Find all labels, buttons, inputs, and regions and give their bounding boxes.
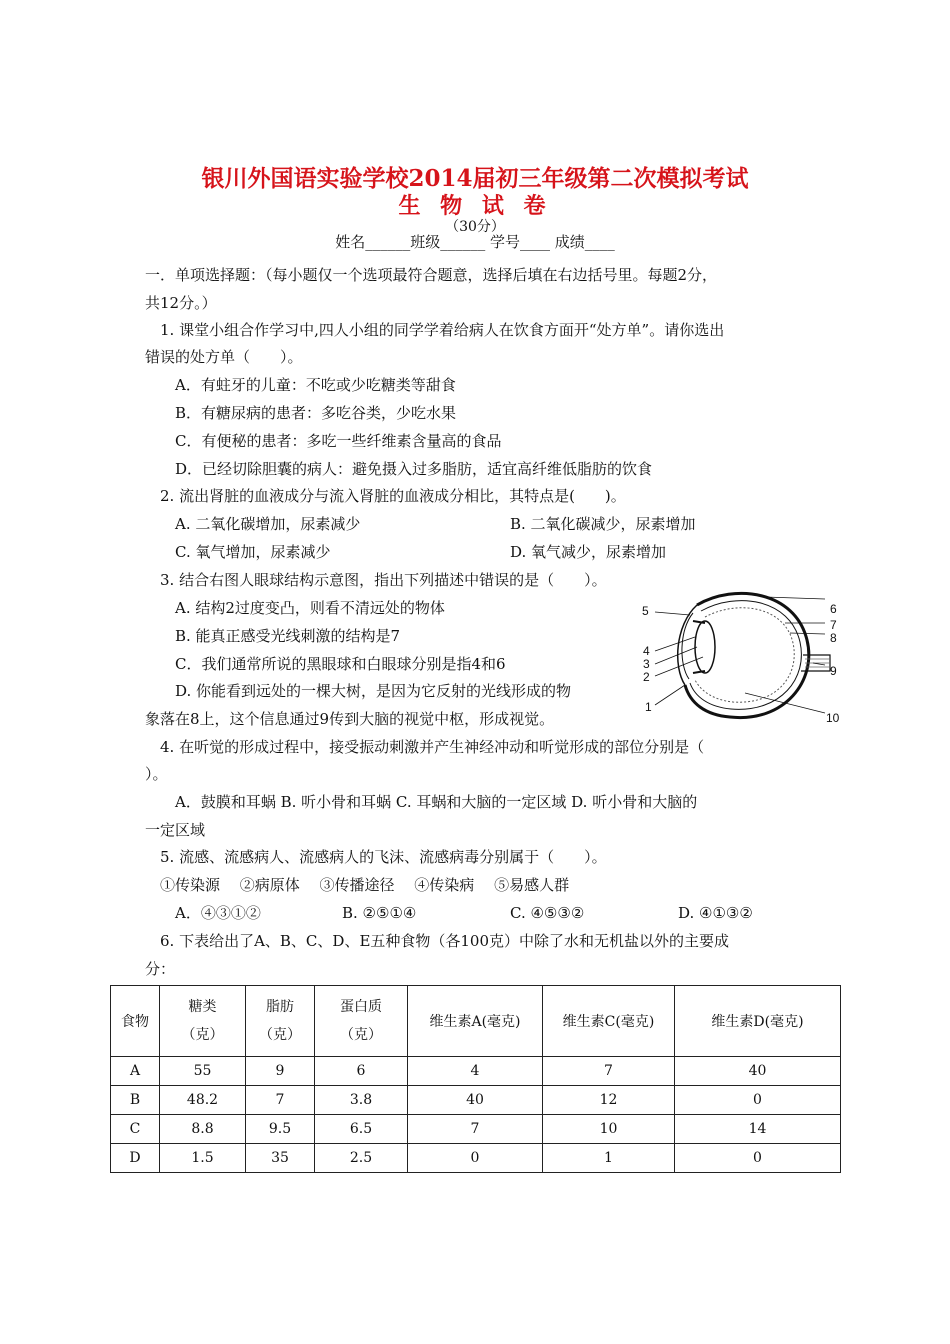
header-sugar-unit: （克） xyxy=(181,1027,224,1043)
table-cell: 3.8 xyxy=(315,1086,408,1115)
q6-stem: 6. 下表给出了A、B、C、D、E五种食物（各100克）中除了水和无机盐以外的主要成 xyxy=(160,932,730,950)
q5-option-c: C. ④⑤③② xyxy=(510,904,585,922)
table-cell: 7 xyxy=(246,1086,315,1115)
eye-label-5: 5 xyxy=(642,604,649,618)
header-food xyxy=(111,986,160,1057)
header-vitamin-d xyxy=(675,986,841,1057)
table-cell: 7 xyxy=(408,1115,543,1144)
q4-options-cont: 一定区域 xyxy=(145,821,206,839)
q3-option-a: A. 结构2过度变凸，则看不清远处的物体 xyxy=(175,599,445,617)
eye-diagram xyxy=(635,585,845,730)
table-cell: 40 xyxy=(675,1057,841,1086)
header-protein xyxy=(315,986,408,1057)
eye-label-2: 2 xyxy=(643,670,650,684)
header-vitamin-a-label: 维生素A(毫克) xyxy=(429,1014,521,1030)
eye-label-1: 1 xyxy=(645,700,652,714)
q5-option-a: A．④③①② xyxy=(175,904,261,922)
food-nutrient-table xyxy=(110,985,841,1173)
table-cell: 14 xyxy=(675,1115,841,1144)
table-cell: 1 xyxy=(543,1144,675,1173)
q3-stem: 3. 结合右图人眼球结构示意图，指出下列描述中错误的是（ ）。 xyxy=(160,571,607,589)
table-cell: C xyxy=(111,1115,160,1144)
section-intro: 一．单项选择题：（每小题仅一个选项最符合题意，选择后填在右边括号里。每题2分， xyxy=(145,266,718,284)
eye-label-4: 4 xyxy=(643,644,650,658)
table-row xyxy=(111,1144,841,1173)
q2-stem: 2. 流出肾脏的血液成分与流入肾脏的血液成分相比，其特点是( )。 xyxy=(160,487,626,505)
table-cell: 10 xyxy=(543,1115,675,1144)
table-cell: 1.5 xyxy=(160,1144,246,1173)
table-row xyxy=(111,1086,841,1115)
q4-stem-cont: ）。 xyxy=(145,765,168,783)
q4-options: A．鼓膜和耳蜗 B. 听小骨和耳蜗 C. 耳蜗和大脑的一定区域 D. 听小骨和大脑的 xyxy=(175,793,698,811)
q1-stem-cont: 错误的处方单（ ）。 xyxy=(145,348,303,366)
table-cell: 0 xyxy=(675,1086,841,1115)
table-cell: 12 xyxy=(543,1086,675,1115)
header-vitamin-d-label: 维生素D(毫克) xyxy=(711,1014,804,1030)
q5-items: ①传染源 ②病原体 ③传播途径 ④传染病 ⑤易感人群 xyxy=(160,876,570,894)
eye-label-10: 10 xyxy=(826,711,840,725)
table-cell: 48.2 xyxy=(160,1086,246,1115)
q1-option-a: A．有蛀牙的儿童：不吃或少吃糖类等甜食 xyxy=(175,376,456,394)
q3-option-d: D. 你能看到远处的一棵大树，是因为它反射的光线形成的物 xyxy=(175,682,572,700)
header-fat-unit: （克） xyxy=(259,1027,301,1043)
header-vitamin-c xyxy=(543,986,675,1057)
table-cell: B xyxy=(111,1086,160,1115)
header-vitamin-c-label: 维生素C(毫克) xyxy=(562,1014,655,1030)
q2-option-c: C. 氧气增加，尿素减少 xyxy=(175,543,331,561)
q3-option-b: B. 能真正感受光线刺激的结构是7 xyxy=(175,627,401,645)
table-cell: D xyxy=(111,1144,160,1173)
table-cell: 55 xyxy=(160,1057,246,1086)
header-fat xyxy=(246,986,315,1057)
q6-stem-cont: 分： xyxy=(145,960,176,978)
exam-title: 银川外国语实验学校2014届初三年级第二次模拟考试 xyxy=(201,165,749,192)
table-cell: 9.5 xyxy=(246,1115,315,1144)
q1-option-c: C．有便秘的患者：多吃一些纤维素含量高的食品 xyxy=(175,432,502,450)
header-fat-label: 脂肪 xyxy=(266,999,294,1015)
q5-option-b: B. ②⑤①④ xyxy=(342,904,417,922)
q2-option-d: D. 氧气减少，尿素增加 xyxy=(510,543,667,561)
table-cell: 6 xyxy=(315,1057,408,1086)
header-protein-unit: （克） xyxy=(340,1027,382,1043)
table-cell: 0 xyxy=(675,1144,841,1173)
q3-option-c: C．我们通常所说的黑眼球和白眼球分别是指4和6 xyxy=(175,655,506,673)
table-cell: 6.5 xyxy=(315,1115,408,1144)
q3-option-d-cont: 象落在8上，这个信息通过9传到大脑的视觉中枢，形成视觉。 xyxy=(145,710,555,728)
table-cell: 4 xyxy=(408,1057,543,1086)
q1-option-b: B．有糖尿病的患者：多吃谷类，少吃水果 xyxy=(175,404,457,422)
table-cell: 8.8 xyxy=(160,1115,246,1144)
header-sugar xyxy=(160,986,246,1057)
header-protein-label: 蛋白质 xyxy=(340,999,382,1015)
q5-stem: 5. 流感、流感病人、流感病人的飞沫、流感病毒分别属于（ ）。 xyxy=(160,848,607,866)
table-row xyxy=(111,1057,841,1086)
table-cell: 0 xyxy=(408,1144,543,1173)
q2-option-b: B. 二氧化碳减少，尿素增加 xyxy=(510,515,696,533)
table-cell: 40 xyxy=(408,1086,543,1115)
table-cell: 35 xyxy=(246,1144,315,1173)
eye-label-6: 6 xyxy=(830,602,837,616)
eye-label-9: 9 xyxy=(830,664,837,678)
header-vitamin-a xyxy=(408,986,543,1057)
table-cell: 7 xyxy=(543,1057,675,1086)
header-food-label: 食物 xyxy=(121,1014,149,1030)
q2-option-a: A. 二氧化碳增加，尿素减少 xyxy=(175,515,361,533)
total-score: （30分） xyxy=(445,219,505,235)
table-header-row xyxy=(111,986,841,1057)
q5-option-d: D. ④①③② xyxy=(678,904,753,922)
table-row xyxy=(111,1115,841,1144)
section-intro-cont: 共12分。） xyxy=(145,294,217,312)
table-cell: 2.5 xyxy=(315,1144,408,1173)
eye-label-3: 3 xyxy=(643,657,650,671)
table-cell: A xyxy=(111,1057,160,1086)
q1-option-d: D．已经切除胆囊的病人：避免摄入过多脂肪，适宜高纤维低脂肪的饮食 xyxy=(175,460,653,478)
student-info-line: 姓名______班级______ 学号____ 成绩____ xyxy=(335,233,615,251)
subject-title: 生 物 试 卷 xyxy=(398,193,552,219)
q1-stem: 1. 课堂小组合作学习中,四人小组的同学学着给病人在饮食方面开“处方单”。请你选出 xyxy=(160,321,725,339)
table-cell: 9 xyxy=(246,1057,315,1086)
header-sugar-label: 糖类 xyxy=(188,999,217,1015)
eye-label-8: 8 xyxy=(830,631,837,645)
eye-label-7: 7 xyxy=(830,618,837,632)
q4-stem: 4. 在听觉的形成过程中，接受振动刺激并产生神经冲动和听觉形成的部位分别是（ xyxy=(160,738,705,756)
